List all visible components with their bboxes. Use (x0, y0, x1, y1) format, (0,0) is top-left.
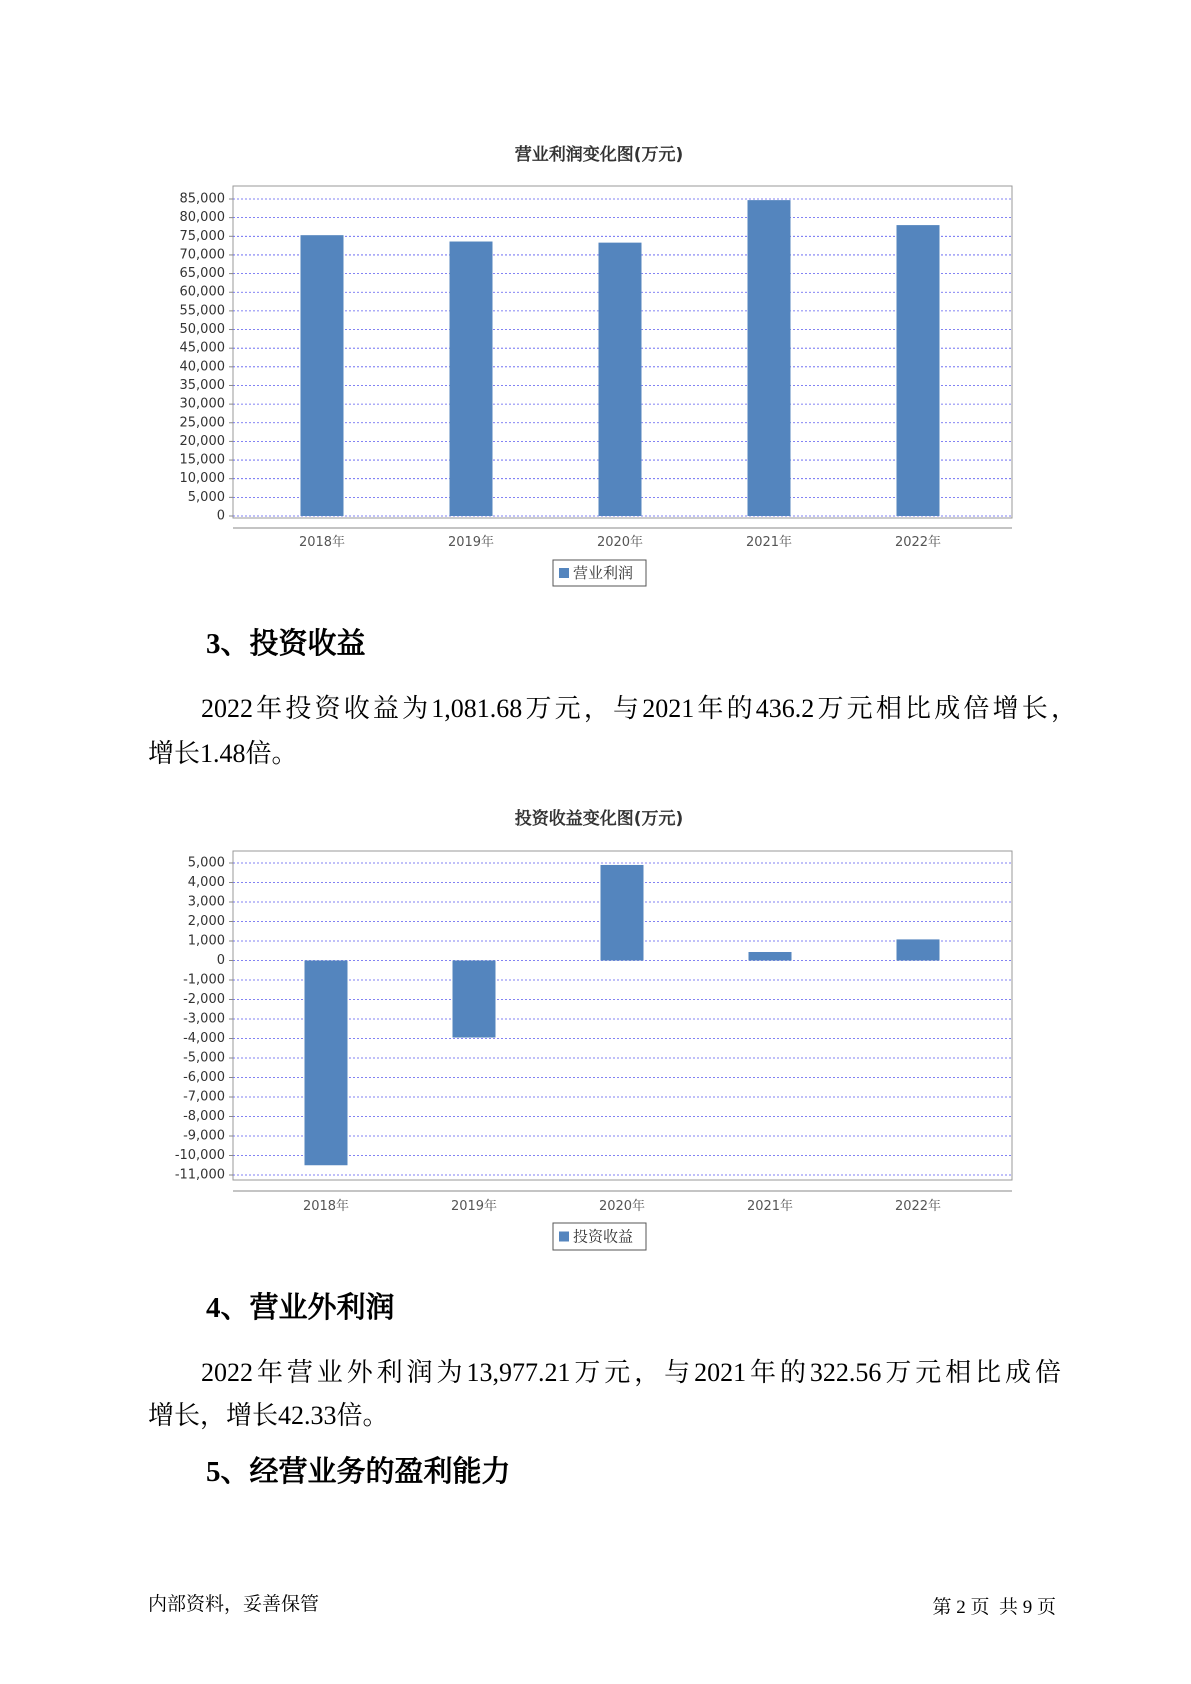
y-tick-label: 30,000 (179, 396, 225, 412)
investment-income-chart (175, 808, 1012, 1250)
bar-2020 (601, 865, 644, 961)
y-tick-label: -10,000 (174, 1148, 225, 1163)
y-tick-label: 35,000 (179, 377, 225, 393)
x-tick-label: 2021年 (746, 1199, 794, 1214)
bar-2021 (748, 200, 791, 516)
y-tick-label: 55,000 (179, 303, 225, 319)
bar-2022 (897, 225, 940, 516)
y-tick-label: 10,000 (179, 471, 225, 487)
section-heading-non-operating-profit: 4、营业外利润 (206, 1292, 395, 1324)
section-heading-profitability: 5、经营业务的盈利能力 (206, 1456, 511, 1488)
y-tick-label: 40,000 (179, 359, 225, 375)
y-tick-label: 65,000 (179, 266, 225, 282)
paragraph-line: 2022年营业外利润为13,977.21万元，与2021年的322.56万元相比成倍 (201, 1358, 1061, 1387)
page-number: 第 2 页 共 9 页 (932, 1597, 1056, 1618)
x-tick-label: 2022年 (894, 1199, 942, 1214)
y-tick-label: 5,000 (187, 855, 225, 871)
bar-2022 (897, 939, 940, 960)
y-tick-label: 2,000 (187, 914, 225, 929)
x-tick-label: 2021年 (745, 535, 793, 550)
x-tick-label: 2020年 (598, 1199, 646, 1214)
y-tick-label: -7,000 (183, 1089, 225, 1105)
chart-title: 营业利润变化图(万元) (514, 145, 684, 165)
y-tick-label: 85,000 (179, 191, 225, 207)
operating-profit-chart (180, 144, 1013, 586)
section-heading-investment-income: 3、投资收益 (206, 628, 366, 660)
bar-2018 (305, 961, 348, 1166)
legend-label: 营业利润 (573, 564, 634, 582)
y-tick-label: -9,000 (183, 1128, 225, 1144)
y-tick-label: 3,000 (187, 894, 225, 910)
x-tick-label: 2022年 (894, 535, 942, 550)
x-tick-label: 2018年 (298, 535, 346, 550)
footer-confidential-note: 内部资料，妥善保管 (148, 1594, 320, 1615)
y-tick-label: -3,000 (183, 1011, 225, 1027)
legend (553, 1223, 646, 1250)
y-tick-label: -6,000 (183, 1070, 225, 1085)
bar-2021 (749, 952, 792, 961)
y-tick-label: 0 (216, 508, 225, 524)
legend (553, 560, 646, 586)
y-tick-label: 45,000 (179, 340, 225, 356)
bar-2020 (599, 243, 642, 516)
y-tick-label: 0 (216, 953, 225, 968)
y-tick-label: 75,000 (179, 228, 225, 244)
y-tick-label: -11,000 (174, 1167, 225, 1183)
y-tick-label: -2,000 (183, 992, 225, 1007)
legend-label: 投资收益 (573, 1227, 634, 1246)
bar-2019 (450, 242, 493, 516)
x-tick-label: 2019年 (450, 1199, 498, 1214)
chart-title: 投资收益变化图(万元) (514, 809, 684, 829)
y-tick-label: 50,000 (179, 322, 225, 338)
y-tick-label: 80,000 (179, 210, 225, 226)
x-tick-label: 2020年 (596, 535, 644, 550)
paragraph-line: 2022年投资收益为1,081.68万元，与2021年的436.2万元相比成倍增长， (201, 694, 1077, 723)
legend-swatch (559, 568, 569, 578)
y-tick-label: 25,000 (179, 415, 225, 431)
y-tick-label: 4,000 (187, 875, 225, 890)
y-tick-label: -1,000 (183, 972, 225, 988)
y-tick-label: 1,000 (187, 933, 225, 949)
x-tick-label: 2019年 (447, 535, 495, 550)
legend-swatch (559, 1232, 569, 1242)
y-tick-label: -5,000 (183, 1050, 225, 1066)
y-tick-label: 20,000 (179, 433, 225, 449)
paragraph-line: 增长，增长42.33倍。 (148, 1401, 389, 1430)
y-tick-label: -8,000 (183, 1109, 225, 1124)
y-tick-label: 70,000 (179, 247, 225, 263)
x-tick-label: 2018年 (302, 1199, 350, 1214)
y-tick-label: 60,000 (179, 284, 225, 300)
y-tick-label: 5,000 (187, 489, 225, 505)
paragraph-line: 增长1.48倍。 (148, 739, 298, 768)
bar-2018 (301, 235, 344, 516)
bar-2019 (453, 961, 496, 1038)
y-tick-label: -4,000 (183, 1031, 225, 1046)
y-tick-label: 15,000 (179, 452, 225, 468)
